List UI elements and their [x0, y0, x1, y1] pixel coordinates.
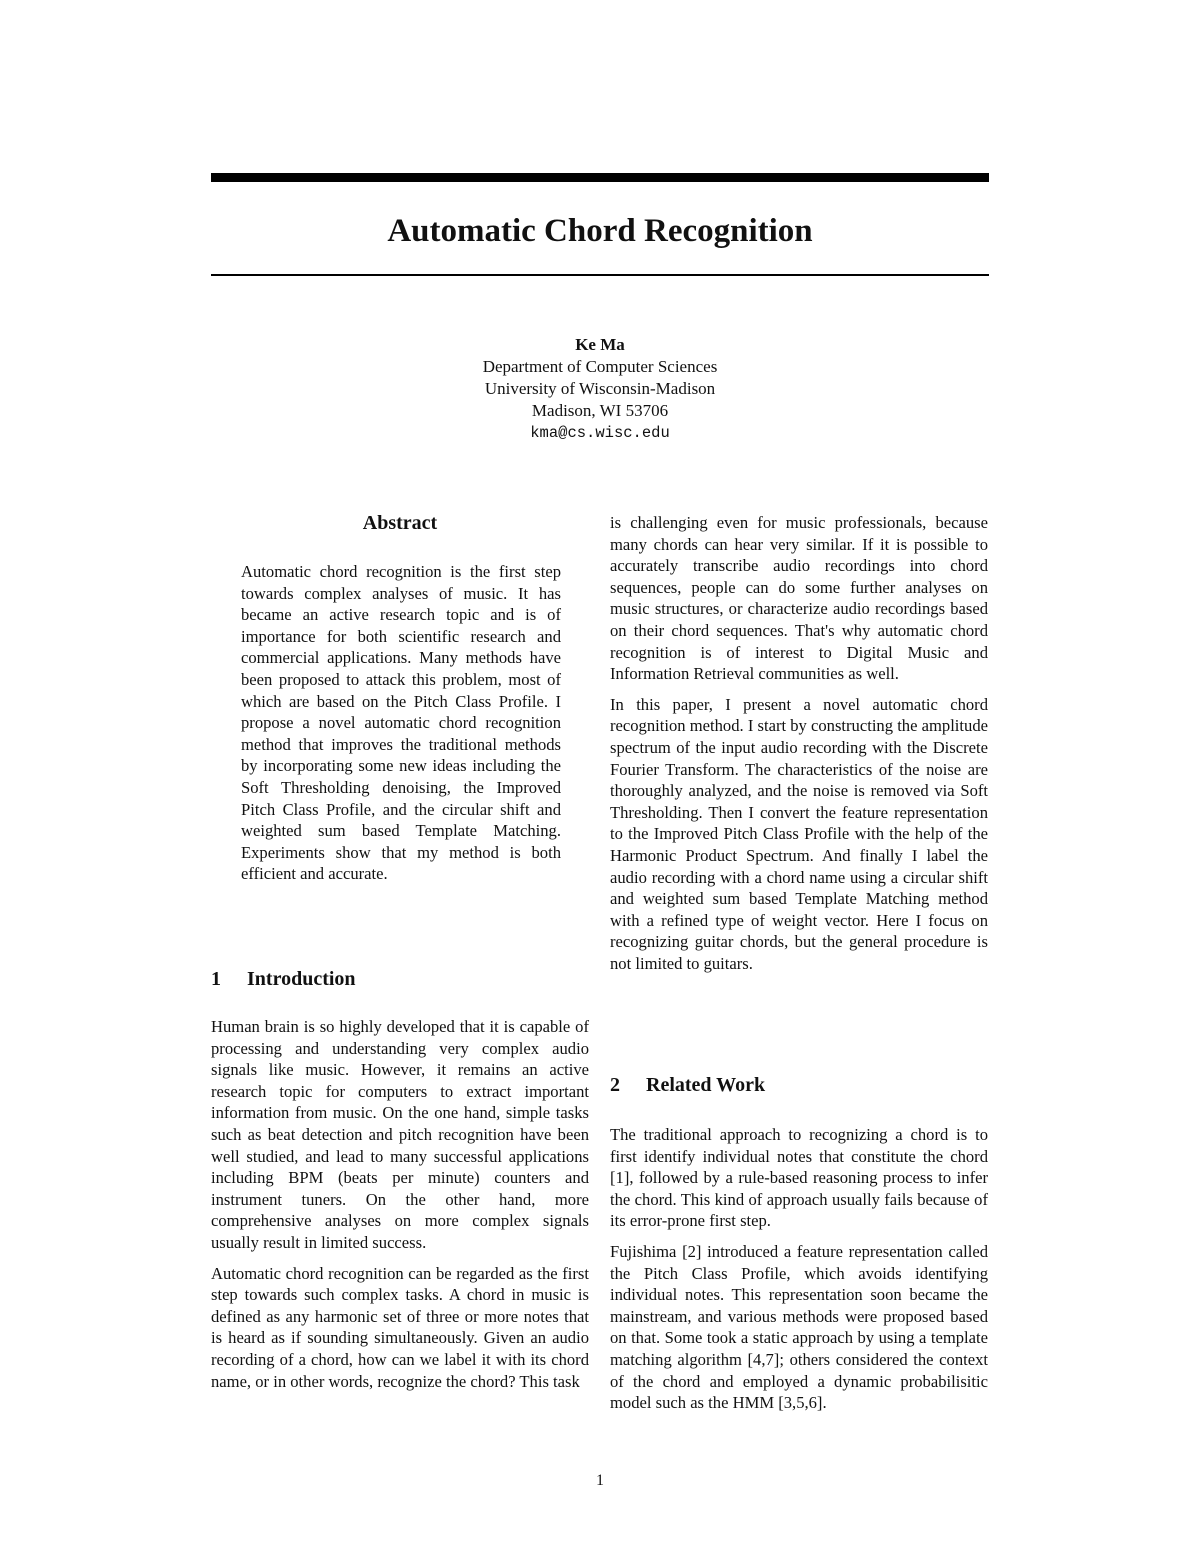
title-top-rule	[211, 173, 989, 182]
author-name: Ke Ma	[575, 335, 625, 354]
right-column-body	[610, 512, 988, 974]
section-title: Related Work	[646, 1074, 766, 1096]
related-paragraph-1: The traditional approach to recognizing a chord is to first identify individual notes that constitute the chord [1], followed by a rule-based reasoning process to infer the chord. This kind of approach usually fails because of its error-prone first step.	[610, 1125, 988, 1231]
page-number: 1	[596, 1472, 604, 1489]
intro-paragraph-2-continued: is challenging even for music professionals, because many chords can hear very similar. If it is possible to accurately transcribe audio recordings into chord sequences, people can do some further analyses on music structures, or characterize audio recordings based on their chord sequences. That's why automatic chord recognition is of interest to Digital Music and Information Retrieval communities as well.	[610, 513, 988, 684]
related-work-body	[610, 1124, 988, 1414]
author-email[interactable]: kma@cs.wisc.edu	[530, 424, 670, 442]
abstract-text: Automatic chord recognition is the first step towards complex analyses of music. It has became an active research topic and is of importance for both scientific research and commercial applications. Many methods have been proposed to attack this problem, most of which are based on the Pitch Class Profile. I propose a novel automatic chord recognition method that improves the traditional methods by incorporating some new ideas including the Soft Thresholding denoising, the Improved Pitch Class Profile, and the circular shift and weighted sum based Template Matching. Experiments show that my method is both efficient and accurate.	[241, 562, 561, 884]
related-paragraph-2: Fujishima [2] introduced a feature representation called the Pitch Class Profile, which avoids identifying individual notes. This representation soon became the mainstream, and various methods were proposed based on that. Some took a static approach by using a template matching algorithm [4,7]; others considered the context of the chord and employed a dynamic probabilisitic model such as the HMM [3,5,6].	[610, 1241, 988, 1413]
abstract-heading: Abstract	[362, 512, 438, 534]
section-number: 2	[610, 1074, 620, 1096]
section-related-work-heading	[610, 1072, 765, 1098]
left-column-body	[211, 1016, 589, 1392]
intro-paragraph-2: Automatic chord recognition can be regarded as the first step towards such complex tasks. A chord in music is defined as any harmonic set of three or more notes that is heard as if sounding simultaneously. Given an audio recording of a chord, how can we label it with its chord name, or in other words, recognize the chord? This task	[211, 1263, 589, 1391]
intro-paragraph-3: In this paper, I present a novel automatic chord recognition method. I start by constructing the amplitude spectrum of the input audio recording with the Discrete Fourier Transform. The characteristics of the noise are thoroughly analyzed, and the noise is removed via Soft Thresholding. Then I convert the feature representation to the Improved Pitch Class Profile with the help of the Harmonic Product Spectrum. And finally I label the audio recording with a chord name using a circular shift and weighted sum based Template Matching method with a refined type of weight vector. Here I focus on recognizing guitar chords, but the general procedure is not limited to guitars.	[610, 694, 988, 973]
paper-title: Automatic Chord Recognition	[387, 213, 813, 249]
section-introduction-heading	[211, 966, 356, 992]
author-department: Department of Computer Sciences	[482, 357, 718, 376]
intro-paragraph-1: Human brain is so highly developed that it is capable of processing and understanding very complex audio signals like music. However, it remains an active research topic for computers to extract important information from music. On the one hand, simple tasks such as beat detection and pitch recognition have been well studied, and lead to many successful applications including BPM (beats per minute) counters and instrument tuners. On the other hand, more comprehensive analyses on more complex signals usually result in limited success.	[211, 1017, 589, 1252]
section-number: 1	[211, 968, 221, 990]
title-bottom-rule	[211, 274, 989, 276]
section-title: Introduction	[247, 968, 356, 990]
author-location: Madison, WI 53706	[531, 401, 669, 420]
author-block	[300, 334, 900, 444]
author-university: University of Wisconsin-Madison	[484, 379, 716, 398]
